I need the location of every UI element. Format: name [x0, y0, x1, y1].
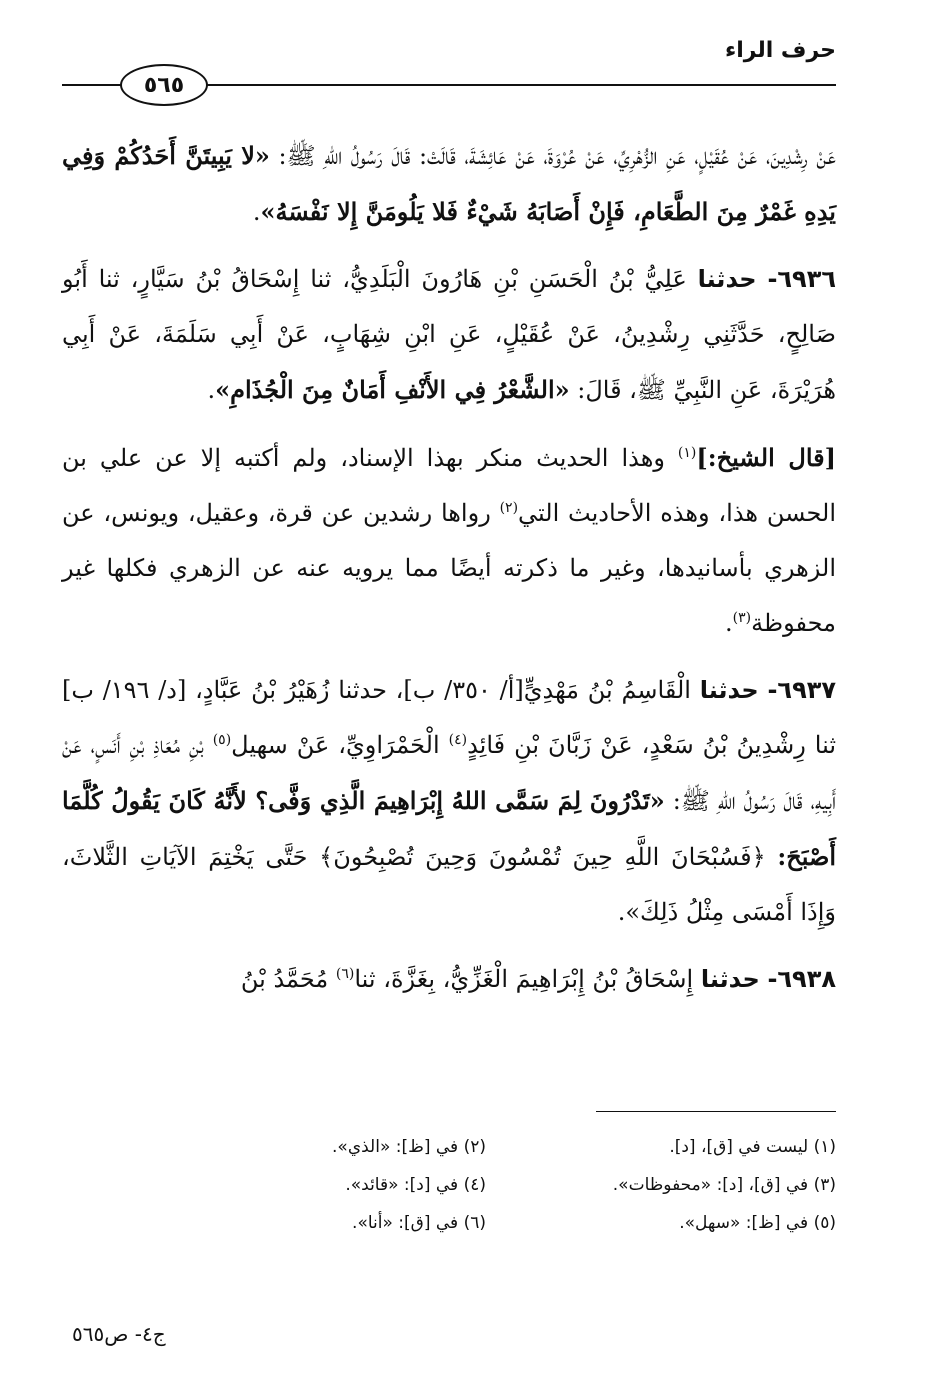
paragraph-commentary — [62, 430, 836, 651]
sheikh-label: [قال الشيخ:] — [696, 443, 836, 472]
hadith-text: «تَدْرُونَ لِمَ سَمَّى اللهُ إِبْرَاهِيمَ الَّذِي وَفَّى؟ لأَنَّهُ كَانَ يَقُولُ كُلَّمَا أَصْبَحَ: — [62, 786, 836, 871]
footnotes — [250, 1128, 836, 1242]
paragraph-6937 — [62, 663, 836, 940]
narration-text: إِسْحَاقُ بْنُ إِبْرَاهِيمَ الْغَزِّيُّ، بِغَزَّةَ، ثنا — [354, 965, 701, 993]
punctuation: . — [617, 898, 626, 926]
paragraph-1 — [62, 128, 836, 240]
footnote-ref: (٣) — [732, 610, 752, 626]
narration-text: بْنِ مُعَاذِ بْنِ أَنَسٍ، عَنْ أَبِيهِ، قَالَ رَسُولُ اللهِ ﷺ: — [62, 731, 837, 815]
narration-text: مُحَمَّدُ بْنُ — [240, 965, 336, 993]
hadith-lead-word: حدثنا — [697, 265, 757, 293]
commentary-text: رواها رشدين عن قرة، وعقيل، ويونس، عن الزهري بأسانيدها، وغير ما ذكرته أيضًا مما يرويه عنه عن الزهري فكلها غير محفوظة — [62, 499, 836, 637]
narration-text: الْقَاسِمُ بْنُ مَهْدِيٍّ[أ/ ٣٥٠/ ب]، حدثنا زُهَيْرُ بْنُ عَبَّادٍ، [د/ ١٩٦/ ب] ثنا رِشْدِينُ بْنُ سَعْدٍ، عَنْ زَبَّانَ بْنِ فَائِدٍ — [62, 676, 836, 759]
footnote: (٥) في [ظ]: «سهل». — [679, 1213, 836, 1233]
hadith-number: ٦٩٣٨- — [767, 965, 836, 993]
page-number-badge — [120, 64, 208, 106]
volume-page-reference: ج٤- ص٥٦٥ — [72, 1322, 166, 1346]
page-number: ٥٦٥ — [143, 72, 185, 98]
hadith-lead-word: حدثنا — [700, 965, 760, 993]
hadith-lead-word: حدثنا — [699, 676, 759, 704]
footnote: (٤) في [د]: «قائد». — [345, 1175, 486, 1195]
footnote-ref: (٦) — [335, 966, 355, 982]
footnote-ref: (٥) — [212, 732, 232, 748]
paragraph-6936 — [62, 252, 836, 418]
chapter-title: حرف الراء — [724, 38, 836, 63]
footnote: (٣) في [ق]، [د]: «محفوظات». — [612, 1175, 836, 1195]
commentary-text: وهذا الحديث منكر بهذا الإسناد، ولم أكتبه إلا عن علي بن الحسن هذا، وهذه الأحاديث التي — [62, 444, 837, 527]
quran-verse: ﴿فَسُبْحَانَ اللَّهِ حِينَ تُمْسُونَ وَحِينَ تُصْبِحُونَ﴾ — [307, 843, 778, 871]
narration-text: عَلِيُّ بْنُ الْحَسَنِ بْنِ هَارُونَ الْبَلَدِيُّ، ثنا إِسْحَاقُ بْنُ سَيَّارٍ، ثنا أَبُو صَالِحٍ، حَدَّثَنِي رِشْدِينُ، عَنْ عُقَيْلٍ، عَنِ ابْنِ شِهَابٍ، عَنْ أَبِي سَلَمَةَ، عَنْ أَبِي هُرَيْرَةَ، عَنِ النَّبِيِّ ﷺ، قَالَ: — [62, 265, 836, 404]
narration-text: الْحَمْرَاوِيِّ، عَنْ سهيل — [231, 731, 449, 759]
hadith-number: ٦٩٣٦- — [767, 265, 836, 293]
body-text — [62, 128, 836, 1007]
punctuation: . — [252, 198, 261, 226]
footnote-separator — [596, 1111, 836, 1112]
footnote: (٦) في [ق]: «أنا». — [352, 1213, 486, 1233]
footnote-ref: (٢) — [499, 500, 519, 516]
hadith-number: ٦٩٣٧- — [767, 676, 837, 704]
hadith-text: «لا يَبِيتَنَّ أَحَدُكُمْ وَفِي يَدِهِ غَمْرٌ مِنَ الطَّعَامِ، فَإِنْ أَصَابَهُ شَيْءٌ فَلا يَلُومَنَّ إِلا نَفْسَهُ» — [62, 141, 836, 226]
footnote-ref: (٤) — [448, 732, 468, 748]
footnote-row — [250, 1166, 836, 1204]
footnote: (٢) في [ظ]: «الذي». — [332, 1137, 486, 1157]
paragraph-6938 — [62, 952, 836, 1007]
footnote-row — [250, 1204, 836, 1242]
narration-text: عَنْ رِشْدِينَ، عَنْ عُقَيْلٍ، عَنِ الزُّهْرِيِّ، عَنْ عُرْوَةَ، عَنْ عَائِشَةَ، قَالَتْ: قَالَ رَسُولُ اللهِ ﷺ: — [269, 142, 836, 170]
footnote-ref: (١) — [677, 445, 697, 461]
punctuation: . — [725, 609, 733, 637]
footnote: (١) ليست في [ق]، [د]. — [669, 1137, 836, 1157]
hadith-text: «الشَّعْرُ فِي الأَنْفِ أَمَانٌ مِنَ الْجُذَامِ» — [215, 375, 570, 404]
hadith-text: حَتَّى يَخْتِمَ الآيَاتِ الثَّلاثَ، وَإِذَا أَمْسَى مِثْلُ ذَلِكَ» — [62, 843, 836, 926]
footnote-row — [250, 1128, 836, 1166]
punctuation: . — [207, 376, 216, 404]
